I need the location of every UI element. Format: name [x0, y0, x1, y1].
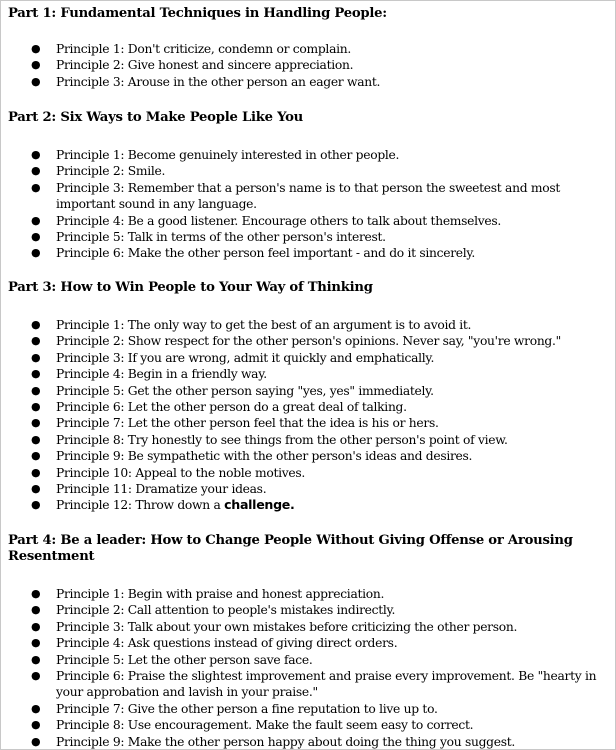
bullet-icon: ●	[31, 718, 41, 732]
bullet-icon: ●	[31, 213, 41, 227]
bullet-icon: ●	[31, 350, 41, 364]
bullet-icon: ●	[31, 416, 41, 430]
list-item-text: Principle 2: Show respect for the other person's opinions. Never say, "you're wrong."	[56, 334, 561, 349]
part-4-section	[1, 533, 616, 565]
list-item-text: Principle 6: Make the other person feel important - and do it sincerely.	[56, 246, 476, 261]
list-item-text: Principle 1: The only way to get the best of an argument is to avoid it.	[56, 318, 472, 332]
bullet-icon: ●	[31, 230, 41, 244]
list-item-text: Principle 1: Begin with praise and honest appreciation.	[56, 587, 385, 601]
part-2-list	[1, 147, 616, 262]
list-item	[1, 497, 565, 513]
list-item-text: Principle 2: Call attention to people's mistakes indirectly.	[56, 603, 396, 618]
bullet-icon: ●	[31, 246, 41, 260]
bullet-icon: ●	[31, 148, 41, 161]
part-1-heading: Part 1: Fundamental Techniques in Handling People:	[8, 6, 387, 21]
list-item	[1, 734, 616, 750]
list-item	[1, 366, 565, 382]
bullet-icon: ●	[31, 619, 41, 633]
list-item-text: Principle 4: Begin in a friendly way.	[56, 367, 267, 382]
list-item-text: Principle 3: Arouse in the other person an eager want.	[56, 74, 381, 89]
bullet-icon: ●	[31, 400, 41, 414]
bullet-icon: ●	[31, 498, 41, 512]
list-item	[1, 74, 384, 90]
bullet-icon: ●	[31, 449, 41, 463]
list-item	[1, 399, 565, 415]
list-item	[1, 635, 616, 651]
list-item-text: Principle 5: Let the other person save face.	[56, 652, 313, 667]
list-item-text: Principle 2: Give honest and sincere appreciation.	[56, 58, 354, 73]
list-item	[1, 432, 565, 448]
bullet-icon: ●	[31, 180, 41, 194]
bullet-icon: ●	[31, 465, 41, 479]
list-item	[1, 619, 616, 635]
part-2-section	[1, 110, 616, 126]
list-item-emphasis: challenge.	[224, 497, 295, 513]
list-item-text: Principle 6: Praise the slightest improvement and praise every improvement. Be "hearty in your approbation and lavish in your praise."	[56, 669, 597, 700]
bullet-icon: ●	[31, 42, 41, 55]
bullet-icon: ●	[31, 318, 41, 331]
part-4-list	[1, 586, 616, 750]
list-item-text: Principle 3: Remember that a person's name is to that person the sweetest and most important sound in any language.	[56, 180, 560, 212]
bullet-icon: ●	[31, 383, 41, 397]
bullet-icon: ●	[31, 74, 41, 88]
list-item	[1, 41, 384, 57]
list-item	[1, 333, 565, 349]
list-item	[1, 383, 565, 399]
list-item-text: Principle 10: Appeal to the noble motives.	[56, 465, 305, 480]
bullet-icon: ●	[31, 164, 41, 178]
part-1-list	[1, 41, 384, 90]
list-item	[1, 213, 616, 229]
list-item-text: Principle 5: Get the other person saying "yes, yes" immediately.	[56, 383, 434, 398]
part-3-section	[1, 280, 616, 296]
bullet-icon: ●	[31, 432, 41, 446]
list-item	[1, 465, 565, 481]
bullet-icon: ●	[31, 482, 41, 496]
bullet-icon: ●	[31, 636, 41, 650]
list-item-text: Principle 11: Dramatize your ideas.	[56, 482, 267, 497]
list-item	[1, 57, 384, 73]
bullet-icon: ●	[31, 587, 41, 600]
list-item	[1, 701, 616, 717]
part-4-heading: Part 4: Be a leader: How to Change People Without Giving Offense or Arousing Resentment	[8, 533, 573, 564]
list-item-text: Principle 1: Become genuinely interested in other people.	[56, 148, 400, 162]
list-item	[1, 350, 565, 366]
list-item-text: Principle 9: Make the other person happy about doing the thing you suggest.	[56, 734, 515, 749]
list-item	[1, 448, 565, 464]
part-1-section	[1, 6, 616, 22]
list-item-text: Principle 8: Use encouragement. Make the fault seem easy to correct.	[56, 718, 474, 733]
list-item	[1, 717, 616, 733]
list-item-text: Principle 6: Let the other person do a great deal of talking.	[56, 400, 407, 415]
part-3-list	[1, 317, 565, 514]
list-item	[1, 245, 616, 261]
part-3-heading: Part 3: How to Win People to Your Way of Thinking	[8, 280, 373, 295]
list-item	[1, 652, 616, 668]
list-item-text: Principle 3: If you are wrong, admit it quickly and emphatically.	[56, 350, 435, 365]
bullet-icon: ●	[31, 367, 41, 381]
list-item	[1, 481, 565, 497]
bullet-icon: ●	[31, 669, 41, 683]
list-item-text: Principle 4: Be a good listener. Encourage others to talk about themselves.	[56, 213, 502, 228]
list-item	[1, 415, 565, 431]
list-item-text: Principle 5: Talk in terms of the other person's interest.	[56, 230, 386, 245]
list-item	[1, 229, 616, 245]
bullet-icon: ●	[31, 334, 41, 348]
list-item	[1, 147, 616, 163]
bullet-icon: ●	[31, 701, 41, 715]
list-item	[1, 317, 565, 333]
list-item-text: Principle 12: Throw down a	[56, 498, 225, 513]
list-item-text: Principle 1: Don't criticize, condemn or complain.	[56, 42, 351, 56]
list-item-text: Principle 4: Ask questions instead of giving direct orders.	[56, 636, 398, 651]
list-item	[1, 668, 616, 701]
list-item-text: Principle 7: Let the other person feel that the idea is his or hers.	[56, 416, 439, 431]
bullet-icon: ●	[31, 603, 41, 617]
list-item	[1, 163, 616, 179]
part-2-heading: Part 2: Six Ways to Make People Like You	[8, 110, 303, 125]
list-item-text: Principle 3: Talk about your own mistakes before criticizing the other person.	[56, 619, 518, 634]
list-item	[1, 180, 616, 213]
list-item-text: Principle 8: Try honestly to see things from the other person's point of view.	[56, 432, 508, 447]
list-item	[1, 586, 616, 602]
list-item-text: Principle 2: Smile.	[56, 164, 166, 179]
bullet-icon: ●	[31, 652, 41, 666]
list-item-text: Principle 9: Be sympathetic with the other person's ideas and desires.	[56, 449, 473, 464]
bullet-icon: ●	[31, 58, 41, 72]
list-item	[1, 602, 616, 618]
bullet-icon: ●	[31, 734, 41, 748]
list-item-text: Principle 7: Give the other person a fine reputation to live up to.	[56, 701, 438, 716]
